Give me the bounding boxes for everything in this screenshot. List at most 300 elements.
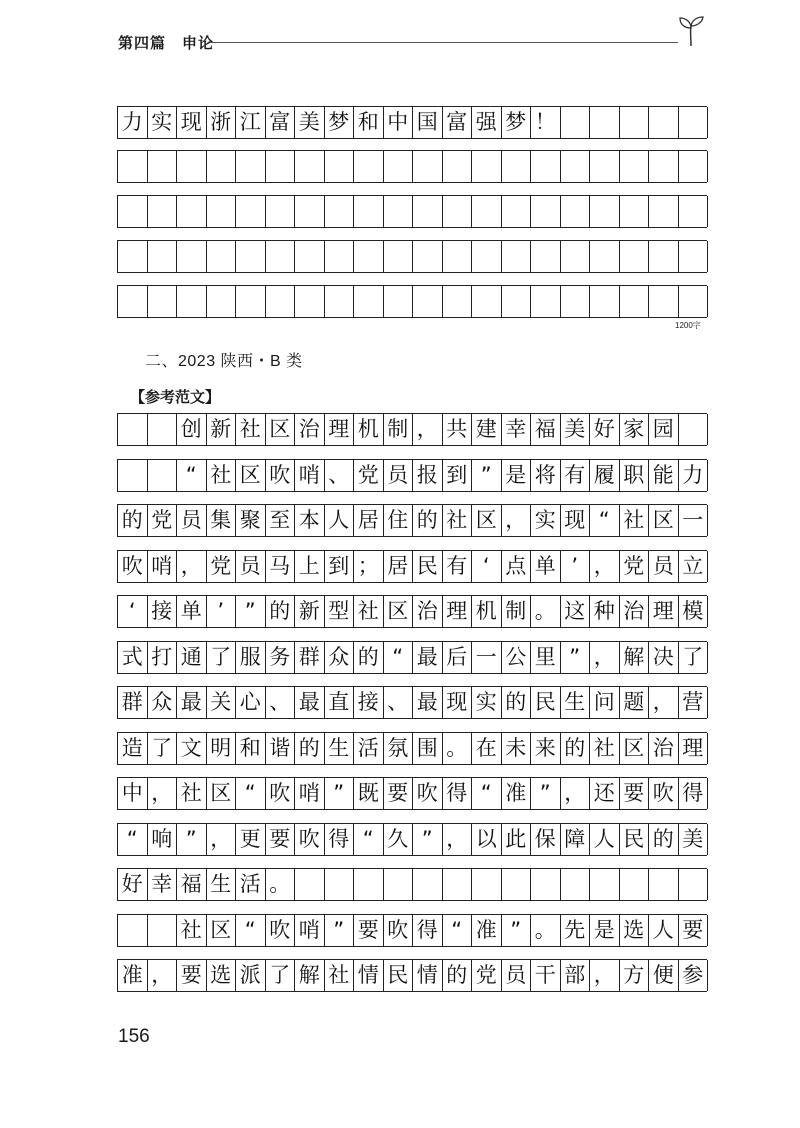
grid-cell: 文 [177, 733, 207, 764]
grid-cell: 未 [502, 733, 532, 764]
grid-cell: “ [472, 778, 502, 809]
grid-cell: 人 [590, 824, 620, 855]
grid-cell: 哨 [148, 551, 178, 582]
reference-essay-label: 【参考范文】 [130, 388, 221, 406]
grid-cell [295, 869, 325, 900]
grid-cell: 这 [561, 596, 591, 627]
grid-cell: 幸 [502, 414, 532, 445]
grid-cell: 一 [679, 505, 709, 536]
grid-cell: 和 [236, 733, 266, 764]
grid-cell [295, 241, 325, 272]
grid-cell [177, 151, 207, 182]
grid-cell [620, 869, 650, 900]
grid-cell: 。 [443, 733, 473, 764]
section-title: 二、2023 陕西・B 类 [145, 353, 303, 370]
word-count-label: 1200字 [675, 321, 701, 330]
grid-cell: 通 [177, 642, 207, 673]
grid-cell [679, 196, 709, 227]
grid-cell: 富 [266, 107, 296, 138]
grid-cell [649, 286, 679, 317]
grid-cell [620, 286, 650, 317]
grid-cell: 生 [207, 869, 237, 900]
grid-cell [207, 286, 237, 317]
grid-cell: 了 [148, 733, 178, 764]
grid-cell: 人 [325, 505, 355, 536]
grid-cell [384, 286, 414, 317]
grid-cell: 将 [531, 460, 561, 491]
grid-cell: 中 [118, 778, 148, 809]
grid-cell: 区 [384, 596, 414, 627]
grid-cell: 梦 [325, 107, 355, 138]
grid-cell: 参 [679, 960, 709, 991]
grid-cell: 要 [354, 915, 384, 946]
grid-cell: 氛 [384, 733, 414, 764]
grid-cell: 社 [177, 915, 207, 946]
grid-cell [679, 869, 709, 900]
grid-cell: 生 [561, 687, 591, 718]
grid-cell: 更 [236, 824, 266, 855]
grid-cell: ” [413, 824, 443, 855]
grid-cell: ， [207, 824, 237, 855]
grid-cell: 民 [620, 824, 650, 855]
grid-cell: 群 [295, 642, 325, 673]
grid-cell: 理 [649, 596, 679, 627]
grid-cell: 准 [502, 778, 532, 809]
grid-cell: 要 [679, 915, 709, 946]
grid-cell: ； [354, 551, 384, 582]
page-header [0, 0, 800, 60]
grid-cell: 治 [413, 596, 443, 627]
grid-cell [236, 151, 266, 182]
grid-cell: 马 [266, 551, 296, 582]
grid-cell: 围 [413, 733, 443, 764]
grid-cell [649, 869, 679, 900]
grid-row [117, 686, 707, 719]
grid-cell: 公 [502, 642, 532, 673]
grid-cell: 社 [620, 505, 650, 536]
grid-cell: 员 [236, 551, 266, 582]
grid-row [117, 550, 707, 583]
grid-cell [266, 151, 296, 182]
grid-cell: ’ [207, 596, 237, 627]
grid-cell [177, 196, 207, 227]
grid-cell [502, 286, 532, 317]
grid-cell [325, 241, 355, 272]
grid-cell: 务 [266, 642, 296, 673]
grid-cell [413, 286, 443, 317]
grid-cell: 响 [148, 824, 178, 855]
grid-cell: ‘ [472, 551, 502, 582]
grid-cell: 型 [325, 596, 355, 627]
grid-cell [502, 196, 532, 227]
grid-cell: 种 [590, 596, 620, 627]
grid-row [117, 504, 707, 537]
grid-cell: 国 [413, 107, 443, 138]
grid-cell [679, 151, 709, 182]
grid-cell: 的 [502, 687, 532, 718]
grid-cell [443, 196, 473, 227]
grid-cell [236, 241, 266, 272]
grid-cell [620, 107, 650, 138]
grid-cell: 问 [590, 687, 620, 718]
grid-cell: 吹 [413, 778, 443, 809]
grid-cell [354, 241, 384, 272]
grid-cell: 梦 [502, 107, 532, 138]
grid-cell [590, 107, 620, 138]
grid-cell: 党 [207, 551, 237, 582]
grid-cell: 了 [207, 642, 237, 673]
grid-cell [679, 286, 709, 317]
grid-cell: 吹 [649, 778, 679, 809]
grid-cell: 里 [531, 642, 561, 673]
grid-cell [295, 151, 325, 182]
grid-cell: 到 [443, 460, 473, 491]
grid-row [117, 641, 707, 674]
grid-cell [443, 286, 473, 317]
grid-cell [531, 151, 561, 182]
grid-cell [561, 869, 591, 900]
grid-cell: 以 [472, 824, 502, 855]
grid-cell: 社 [590, 733, 620, 764]
grid-cell: 最 [177, 687, 207, 718]
grid-cell [413, 241, 443, 272]
grid-cell: 的 [443, 960, 473, 991]
grid-cell [266, 196, 296, 227]
grid-cell: 接 [148, 596, 178, 627]
grid-cell: 党 [148, 505, 178, 536]
grid-cell: 的 [266, 596, 296, 627]
grid-cell: 接 [354, 687, 384, 718]
grid-cell [472, 286, 502, 317]
grid-cell: 党 [354, 460, 384, 491]
grid-cell: “ [354, 824, 384, 855]
header-title: 第四篇 申论 [118, 34, 215, 52]
grid-cell [679, 414, 709, 445]
grid-cell: 得 [413, 915, 443, 946]
grid-cell: 活 [236, 869, 266, 900]
grid-row [117, 413, 707, 446]
grid-cell: 便 [649, 960, 679, 991]
grid-cell: 谐 [266, 733, 296, 764]
grid-cell: 区 [649, 505, 679, 536]
grid-cell: 履 [590, 460, 620, 491]
grid-cell: 吹 [266, 460, 296, 491]
grid-row [117, 823, 707, 856]
grid-cell: 得 [443, 778, 473, 809]
grid-cell: 的 [295, 733, 325, 764]
grid-cell [679, 107, 709, 138]
grid-cell: 区 [620, 733, 650, 764]
grid-cell: 实 [531, 505, 561, 536]
grid-cell: 美 [295, 107, 325, 138]
grid-cell [620, 196, 650, 227]
grid-cell: 治 [295, 414, 325, 445]
grid-cell: ， [148, 778, 178, 809]
page-number: 156 [118, 1026, 150, 1047]
grid-cell [384, 869, 414, 900]
grid-cell: ” [472, 460, 502, 491]
grid-cell: 有 [561, 460, 591, 491]
grid-cell [295, 286, 325, 317]
grid-cell: 在 [472, 733, 502, 764]
grid-cell: 吹 [266, 778, 296, 809]
grid-cell: 造 [118, 733, 148, 764]
grid-cell [384, 196, 414, 227]
grid-cell: 上 [295, 551, 325, 582]
grid-cell: 情 [354, 960, 384, 991]
grid-cell [531, 869, 561, 900]
grid-cell: 是 [590, 915, 620, 946]
grid-cell: “ [177, 460, 207, 491]
grid-cell [472, 241, 502, 272]
grid-cell: 员 [502, 960, 532, 991]
grid-cell: 一 [472, 642, 502, 673]
grid-cell: ” [325, 778, 355, 809]
grid-cell: 区 [266, 414, 296, 445]
grid-cell: 居 [384, 551, 414, 582]
grid-cell: 、 [266, 687, 296, 718]
grid-cell [443, 241, 473, 272]
grid-cell: 选 [620, 915, 650, 946]
grid-cell: “ [384, 642, 414, 673]
grid-cell: 哨 [295, 915, 325, 946]
grid-row [117, 732, 707, 765]
grid-cell: 和 [354, 107, 384, 138]
grid-cell: “ [236, 915, 266, 946]
grid-cell [590, 241, 620, 272]
grid-cell: “ [443, 915, 473, 946]
grid-cell: 立 [679, 551, 709, 582]
grid-row [117, 459, 707, 492]
grid-cell: 是 [502, 460, 532, 491]
grid-cell: 居 [354, 505, 384, 536]
grid-cell [384, 151, 414, 182]
grid-cell [649, 196, 679, 227]
grid-cell: 员 [649, 551, 679, 582]
grid-cell [118, 915, 148, 946]
grid-cell: 力 [118, 107, 148, 138]
grid-cell: 创 [177, 414, 207, 445]
grid-cell [118, 460, 148, 491]
grid-cell: 民 [384, 960, 414, 991]
grid-cell [266, 286, 296, 317]
grid-cell: 的 [354, 642, 384, 673]
grid-cell: 福 [177, 869, 207, 900]
grid-cell [207, 151, 237, 182]
grid-cell [384, 241, 414, 272]
grid-cell [472, 196, 502, 227]
grid-cell: 准 [118, 960, 148, 991]
grid-row [117, 285, 707, 318]
grid-cell: 最 [295, 687, 325, 718]
grid-cell [354, 151, 384, 182]
grid-cell: 吹 [118, 551, 148, 582]
grid-cell [236, 196, 266, 227]
grid-cell: 民 [531, 687, 561, 718]
grid-cell: ， [590, 960, 620, 991]
grid-cell: 了 [266, 960, 296, 991]
grid-cell [502, 151, 532, 182]
grid-cell [325, 196, 355, 227]
grid-row [117, 195, 707, 228]
grid-cell: 治 [649, 733, 679, 764]
grid-cell: ， [443, 824, 473, 855]
grid-cell: 了 [679, 642, 709, 673]
grid-cell: 模 [679, 596, 709, 627]
grid-cell: ， [502, 505, 532, 536]
grid-cell [561, 241, 591, 272]
grid-cell [207, 196, 237, 227]
grid-cell: ！ [531, 107, 561, 138]
grid-cell: 员 [177, 505, 207, 536]
grid-cell [443, 869, 473, 900]
grid-cell: 得 [325, 824, 355, 855]
grid-cell: 区 [236, 460, 266, 491]
grid-cell: 理 [679, 733, 709, 764]
grid-cell [177, 286, 207, 317]
grid-cell: 营 [679, 687, 709, 718]
grid-cell: ” [325, 915, 355, 946]
grid-cell: 至 [266, 505, 296, 536]
grid-cell: 现 [443, 687, 473, 718]
grid-cell [413, 196, 443, 227]
grid-cell: 保 [531, 824, 561, 855]
header-rule [210, 42, 678, 43]
grid-cell: 中 [384, 107, 414, 138]
grid-cell: 幸 [148, 869, 178, 900]
grid-cell: 社 [443, 505, 473, 536]
grid-cell: 干 [531, 960, 561, 991]
grid-cell: 来 [531, 733, 561, 764]
grid-cell: 到 [325, 551, 355, 582]
grid-cell: 选 [207, 960, 237, 991]
grid-cell: ” [177, 824, 207, 855]
grid-cell [649, 107, 679, 138]
grid-cell: ” [561, 642, 591, 673]
grid-cell: 部 [561, 960, 591, 991]
grid-cell: 、 [384, 687, 414, 718]
grid-cell: 既 [354, 778, 384, 809]
grid-cell: 的 [413, 505, 443, 536]
grid-cell: 单 [531, 551, 561, 582]
grid-cell: 准 [472, 915, 502, 946]
grid-cell: 人 [649, 915, 679, 946]
grid-cell: 江 [236, 107, 266, 138]
grid-cell: 社 [325, 960, 355, 991]
grid-cell: 好 [590, 414, 620, 445]
grid-cell: 打 [148, 642, 178, 673]
grid-cell [148, 196, 178, 227]
grid-cell: ’ [561, 551, 591, 582]
grid-cell: 美 [561, 414, 591, 445]
grid-cell: 的 [649, 824, 679, 855]
grid-cell: 方 [620, 960, 650, 991]
grid-row [117, 914, 707, 947]
grid-cell [118, 151, 148, 182]
grid-cell [472, 869, 502, 900]
grid-cell: 职 [620, 460, 650, 491]
grid-cell [295, 196, 325, 227]
grid-cell: 现 [561, 505, 591, 536]
grid-cell: 服 [236, 642, 266, 673]
grid-cell: ” [236, 596, 266, 627]
grid-cell [118, 241, 148, 272]
grid-cell: 家 [620, 414, 650, 445]
grid-cell: 、 [325, 460, 355, 491]
grid-row [117, 240, 707, 273]
grid-cell: 强 [472, 107, 502, 138]
grid-cell [561, 107, 591, 138]
grid-cell [118, 286, 148, 317]
grid-cell [354, 286, 384, 317]
grid-cell: 好 [118, 869, 148, 900]
grid-cell [649, 241, 679, 272]
grid-cell: 理 [325, 414, 355, 445]
grid-cell: 聚 [236, 505, 266, 536]
grid-cell [620, 241, 650, 272]
grid-cell [207, 241, 237, 272]
grid-cell: 党 [472, 960, 502, 991]
grid-cell: ， [561, 778, 591, 809]
grid-cell: ， [649, 687, 679, 718]
grid-cell [148, 915, 178, 946]
grid-cell: 哨 [295, 460, 325, 491]
grid-cell: 新 [207, 414, 237, 445]
grid-cell: 派 [236, 960, 266, 991]
grid-cell: 此 [502, 824, 532, 855]
grid-cell: 要 [384, 778, 414, 809]
grid-cell [649, 151, 679, 182]
grid-cell [354, 869, 384, 900]
grid-cell: 新 [295, 596, 325, 627]
grid-cell: 吹 [295, 824, 325, 855]
grid-cell: 群 [118, 687, 148, 718]
grid-cell: 有 [443, 551, 473, 582]
grid-cell [590, 151, 620, 182]
grid-cell [561, 286, 591, 317]
grid-cell: 理 [443, 596, 473, 627]
grid-row [117, 868, 707, 901]
grid-row [117, 595, 707, 628]
grid-cell [148, 241, 178, 272]
grid-cell: 。 [531, 596, 561, 627]
grid-cell: 单 [177, 596, 207, 627]
grid-cell: 要 [177, 960, 207, 991]
grid-cell: 直 [325, 687, 355, 718]
grid-cell: 社 [207, 460, 237, 491]
grid-row [117, 959, 707, 992]
grid-cell [590, 196, 620, 227]
grid-cell: “ [236, 778, 266, 809]
grid-cell: 要 [620, 778, 650, 809]
grid-cell: ， [148, 960, 178, 991]
grid-row [117, 106, 707, 139]
grid-cell [325, 151, 355, 182]
grid-cell: ， [590, 551, 620, 582]
grid-cell: 众 [325, 642, 355, 673]
grid-cell [413, 869, 443, 900]
grid-cell [590, 286, 620, 317]
grid-cell: 的 [561, 733, 591, 764]
grid-cell: 建 [472, 414, 502, 445]
grid-cell: 式 [118, 642, 148, 673]
grid-cell: 浙 [207, 107, 237, 138]
grid-cell [561, 151, 591, 182]
grid-cell: ” [502, 915, 532, 946]
grid-cell [531, 241, 561, 272]
grid-cell [590, 869, 620, 900]
grid-cell: 哨 [295, 778, 325, 809]
